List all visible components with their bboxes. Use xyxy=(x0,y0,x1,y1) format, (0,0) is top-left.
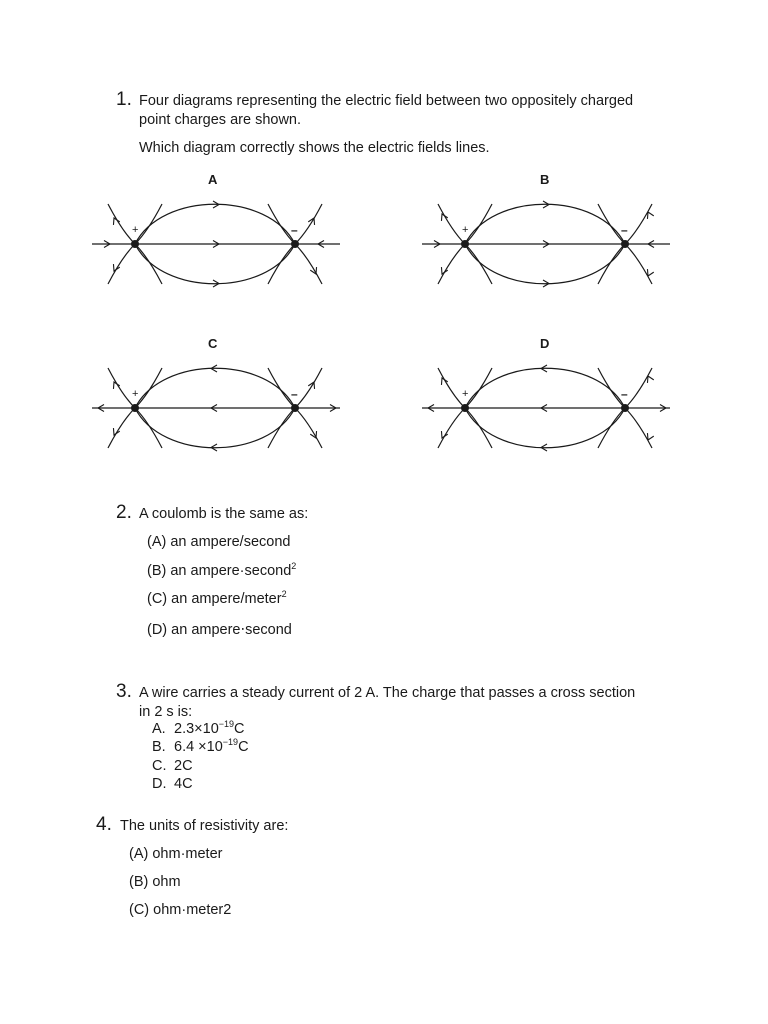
diagram-b-label: B xyxy=(540,172,550,187)
question-2-number: 2. xyxy=(116,502,132,523)
question-2-option-b: (B) an ampere·second$^2$ xyxy=(147,561,297,579)
question-3-option-b: B. $6.4 \times 10^{-19}C$ xyxy=(152,737,249,755)
field-diagram-d xyxy=(422,360,672,465)
right-upper-outer-arrow xyxy=(647,212,653,219)
right-upper-outer-arrow xyxy=(308,382,314,389)
minus-sign: – xyxy=(621,223,628,237)
question-2-stem: A coulomb is the same as: xyxy=(139,506,309,522)
question-3-option-a: A. $2.3\times 10^{-19}C$ xyxy=(152,719,245,737)
positive-charge xyxy=(131,240,139,248)
question-1-text-line1: Four diagrams representing the electric field between two oppositely charged xyxy=(139,93,634,109)
question-3-option-c: C. 2C xyxy=(152,758,193,774)
question-3-text-line1: A wire carries a steady current of 2 A. The charge that passes a cross section xyxy=(139,685,636,701)
question-2-option-d: (D) an ampere⋅second xyxy=(147,622,292,638)
right-upper-outer-arrow xyxy=(308,218,314,225)
minus-sign: – xyxy=(621,387,628,401)
right-upper-outer-arrow xyxy=(647,376,653,383)
negative-charge xyxy=(291,240,299,248)
question-4-stem: The units of resistivity are: xyxy=(120,818,289,834)
question-3-text-line2: in 2 s is: xyxy=(139,704,193,720)
field-diagram-a xyxy=(92,196,342,301)
question-2-option-a: (A) an ampere/second xyxy=(147,534,291,550)
minus-sign: – xyxy=(291,223,298,237)
right-lower-outer-arrow xyxy=(647,269,653,276)
plus-sign: + xyxy=(462,388,469,400)
positive-charge xyxy=(461,240,469,248)
negative-charge xyxy=(291,404,299,412)
plus-sign: + xyxy=(462,224,469,236)
question-4-option-b: (B) ohm xyxy=(129,874,181,890)
negative-charge xyxy=(621,404,629,412)
plus-sign: + xyxy=(132,388,139,400)
minus-sign: – xyxy=(291,387,298,401)
question-1-text-line2: point charges are shown. xyxy=(139,112,302,128)
question-1-prompt: Which diagram correctly shows the electric fields lines. xyxy=(139,140,490,156)
positive-charge xyxy=(461,404,469,412)
question-4-number: 4. xyxy=(96,814,112,835)
question-3-number: 3. xyxy=(116,681,132,702)
question-4-option-a: (A) ohm·meter xyxy=(129,846,223,862)
plus-sign: + xyxy=(132,224,139,236)
question-4-option-c: (C) ohm·meter2 xyxy=(129,902,232,918)
diagram-c-label: C xyxy=(208,336,218,351)
field-diagram-c xyxy=(92,360,342,465)
question-1-number: 1. xyxy=(116,89,132,110)
question-3-option-d: D. 4C xyxy=(152,776,193,792)
positive-charge xyxy=(131,404,139,412)
negative-charge xyxy=(621,240,629,248)
diagram-a-label: A xyxy=(208,172,218,187)
question-2-option-c: (C) an ampere/meter$^2$ xyxy=(147,589,287,607)
diagram-d-label: D xyxy=(540,336,550,351)
right-lower-outer-arrow xyxy=(647,433,653,440)
field-diagram-b xyxy=(422,196,672,301)
